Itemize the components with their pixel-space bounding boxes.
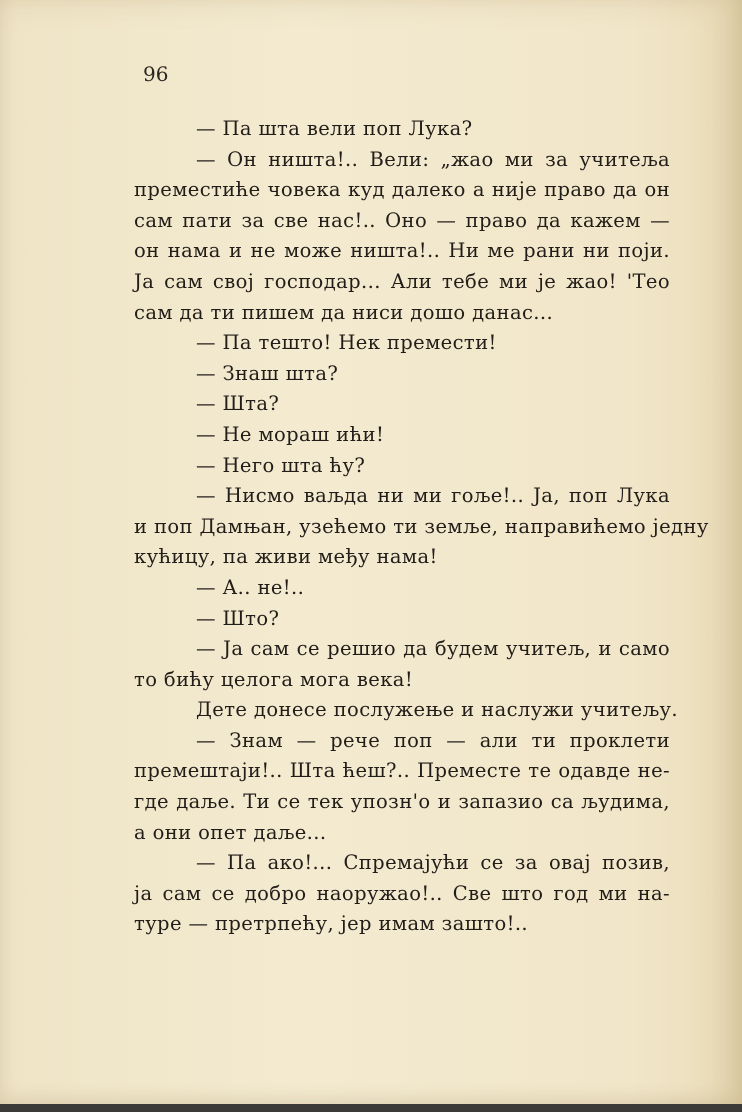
text-line: преместиће човека куд далеко а није право да он (134, 178, 670, 202)
text-line: Ја сам свој господар... Али тебе ми је жао! 'Тео (134, 269, 670, 293)
scan-edge (0, 1104, 742, 1112)
text-line: — А.. не!.. (196, 575, 305, 599)
text-line: — Шта? (196, 392, 280, 416)
text-line: — Што? (196, 606, 280, 630)
text-line: сам пати за све нас!.. Оно — право да кажем — (134, 208, 670, 232)
text-line: — Не мораш ићи! (196, 422, 385, 446)
text-line: — Знам — рече поп — али ти проклети (196, 728, 670, 752)
text-line: — Он ништа!.. Вели: „жао ми за учитеља (196, 147, 670, 171)
text-line: Дете донесе послужење и наслужи учитељу. (196, 698, 678, 722)
text-line: и поп Дамњан, узећемо ти земље, направићемо једну (134, 514, 709, 538)
text-line: ја сам се добро наоружао!.. Све што год ми на- (134, 881, 670, 905)
text-line: туре — претрпећу, јер имам зашто!.. (134, 912, 529, 936)
text-line: а они опет даље... (134, 820, 327, 844)
text-line: — Па тешто! Нек премести! (196, 331, 497, 355)
text-line: — Знаш шта? (196, 361, 339, 385)
text-line: сам да ти пишем да ниси дошо данас... (134, 300, 554, 324)
text-line: премештаји!.. Шта ћеш?.. Преместе те одавде не- (134, 759, 670, 783)
page-number: 96 (143, 62, 169, 86)
body-text (134, 114, 709, 940)
text-line: он нама и не може ништа!.. Ни ме рани ни поји. (134, 239, 670, 263)
text-line: где даље. Ти се тек упозн'о и запазио са људима, (134, 790, 670, 814)
text-line: кућицу, па живи међу нама! (134, 545, 438, 569)
text-line: — Па ако!... Спремајући се за овај позив, (196, 851, 670, 875)
text-line: то бићу целога мога века! (134, 667, 414, 691)
text-line: — Па шта вели поп Лука? (196, 117, 473, 140)
text-line: — Него шта ћу? (196, 453, 366, 477)
text-line: — Нисмо ваљда ни ми гоље!.. Ја, поп Лука (196, 484, 670, 508)
text-line: — Ја сам се решио да будем учитељ, и само (196, 637, 670, 661)
